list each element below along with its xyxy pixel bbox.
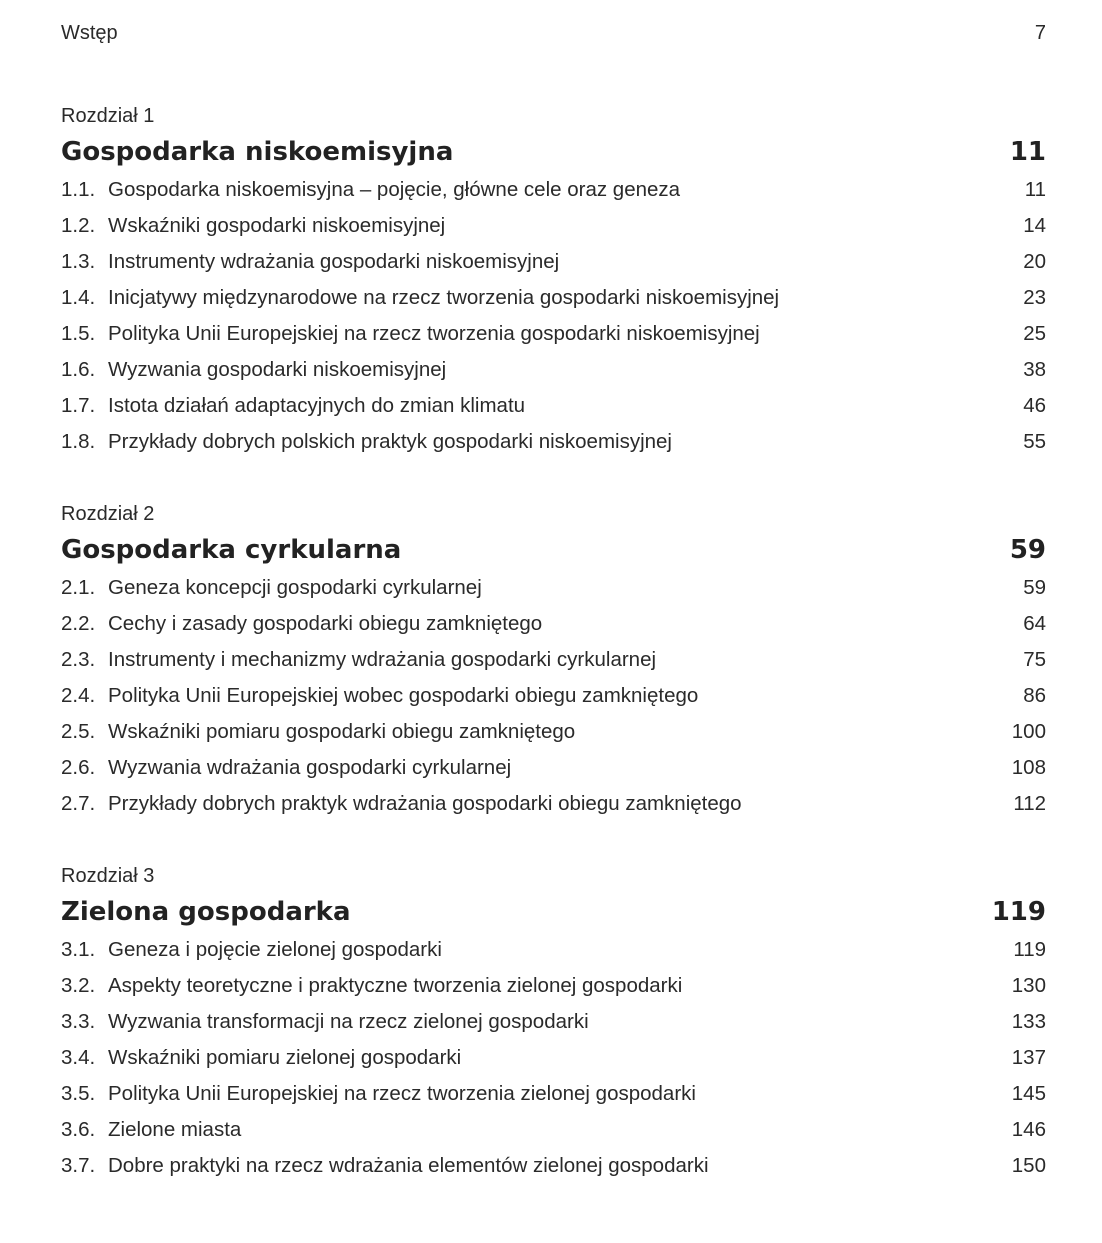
toc-section-entry xyxy=(61,750,1046,786)
section-page-number: 145 xyxy=(1011,1082,1046,1105)
section-title: Polityka Unii Europejskiej wobec gospodarki obiegu zamkniętego xyxy=(108,684,699,707)
chapters-list xyxy=(61,100,1046,1184)
toc-section-entry xyxy=(61,1004,1046,1040)
section-title: Gospodarka niskoemisyjna – pojęcie, główne cele oraz geneza xyxy=(108,178,681,201)
chapter-title-row xyxy=(61,132,1046,172)
section-title: Polityka Unii Europejskiej na rzecz tworzenia gospodarki niskoemisyjnej xyxy=(108,322,760,345)
section-title: Aspekty teoretyczne i praktyczne tworzenia zielonej gospodarki xyxy=(108,974,683,997)
section-page-number: 14 xyxy=(1023,214,1046,237)
chapter-label: Rozdział 1 xyxy=(61,105,155,127)
toc-section-entry xyxy=(61,316,1046,352)
section-page-number: 55 xyxy=(1023,430,1046,453)
section-text xyxy=(61,388,525,424)
section-title: Przykłady dobrych polskich praktyk gospodarki niskoemisyjnej xyxy=(108,430,672,453)
section-page-number: 130 xyxy=(1011,974,1046,997)
toc-section-entry xyxy=(61,1148,1046,1184)
section-title: Inicjatywy międzynarodowe na rzecz tworzenia gospodarki niskoemisyjnej xyxy=(108,286,780,309)
toc-section-entry xyxy=(61,244,1046,280)
section-title: Geneza koncepcji gospodarki cyrkularnej xyxy=(108,576,482,599)
section-number: 3.5. xyxy=(61,1082,96,1105)
section-text xyxy=(61,208,445,244)
section-number: 1.4. xyxy=(61,286,96,309)
section-text xyxy=(61,352,446,388)
section-number: 3.4. xyxy=(61,1046,96,1069)
section-text xyxy=(61,424,672,460)
section-page-number: 20 xyxy=(1023,250,1046,273)
section-page-number: 86 xyxy=(1023,684,1046,707)
chapter-page-number: 11 xyxy=(1009,137,1046,167)
section-number: 2.7. xyxy=(61,792,96,815)
chapter-page-number: 59 xyxy=(1009,535,1046,565)
section-text xyxy=(61,642,656,678)
section-page-number: 119 xyxy=(1013,938,1046,961)
section-page-number: 64 xyxy=(1023,612,1046,635)
section-title: Wyzwania gospodarki niskoemisyjnej xyxy=(108,358,447,381)
section-number: 1.3. xyxy=(61,250,96,273)
section-title: Wskaźniki pomiaru zielonej gospodarki xyxy=(108,1046,462,1069)
toc-section-entry xyxy=(61,786,1046,822)
section-number: 2.3. xyxy=(61,648,96,671)
toc-section-entry xyxy=(61,280,1046,316)
section-text xyxy=(61,932,442,968)
section-text xyxy=(61,244,559,280)
section-page-number: 46 xyxy=(1023,394,1046,417)
toc-chapter xyxy=(61,100,1046,460)
intro-page-number: 7 xyxy=(1034,22,1046,44)
chapter-title-row xyxy=(61,530,1046,570)
section-number: 2.6. xyxy=(61,756,96,779)
section-title: Cechy i zasady gospodarki obiegu zamkniętego xyxy=(108,612,543,635)
section-text xyxy=(61,1148,709,1184)
toc-section-entry xyxy=(61,678,1046,714)
section-text xyxy=(61,316,760,352)
section-page-number: 75 xyxy=(1023,648,1046,671)
section-text xyxy=(61,280,779,316)
section-page-number: 133 xyxy=(1011,1010,1046,1033)
toc-section-entry xyxy=(61,1112,1046,1148)
section-page-number: 137 xyxy=(1011,1046,1046,1069)
toc-section-entry xyxy=(61,388,1046,424)
section-number: 1.2. xyxy=(61,214,96,237)
section-title: Wskaźniki gospodarki niskoemisyjnej xyxy=(108,214,446,237)
section-text xyxy=(61,968,682,1004)
toc-section-entry xyxy=(61,932,1046,968)
toc-section-entry xyxy=(61,1040,1046,1076)
section-text xyxy=(61,172,680,208)
section-page-number: 11 xyxy=(1024,178,1046,201)
section-title: Polityka Unii Europejskiej na rzecz tworzenia zielonej gospodarki xyxy=(108,1082,696,1105)
section-number: 1.1. xyxy=(61,178,96,201)
toc-section-entry xyxy=(61,424,1046,460)
toc-section-entry xyxy=(61,968,1046,1004)
section-text xyxy=(61,570,482,606)
section-text xyxy=(61,678,698,714)
toc-section-entry xyxy=(61,208,1046,244)
section-number: 1.7. xyxy=(61,394,96,417)
section-title: Dobre praktyki na rzecz wdrażania elementów zielonej gospodarki xyxy=(108,1154,709,1177)
section-page-number: 112 xyxy=(1013,792,1046,815)
section-text xyxy=(61,786,742,822)
toc-section-entry xyxy=(61,642,1046,678)
section-title: Geneza i pojęcie zielonej gospodarki xyxy=(108,938,442,961)
section-page-number: 146 xyxy=(1011,1118,1046,1141)
section-text xyxy=(61,1004,589,1040)
toc-chapter xyxy=(61,498,1046,822)
section-title: Instrumenty i mechanizmy wdrażania gospodarki cyrkularnej xyxy=(108,648,657,671)
toc-chapter xyxy=(61,860,1046,1184)
section-text xyxy=(61,714,575,750)
toc-section-entry xyxy=(61,172,1046,208)
section-title: Przykłady dobrych praktyk wdrażania gospodarki obiegu zamkniętego xyxy=(108,792,742,815)
section-number: 3.6. xyxy=(61,1118,96,1141)
section-number: 2.1. xyxy=(61,576,96,599)
section-title: Istota działań adaptacyjnych do zmian klimatu xyxy=(108,394,526,417)
section-number: 2.5. xyxy=(61,720,96,743)
section-text xyxy=(61,750,511,786)
chapter-title: Gospodarka niskoemisyjna xyxy=(61,137,454,167)
section-text xyxy=(61,1076,696,1112)
section-page-number: 100 xyxy=(1011,720,1046,743)
toc-section-entry xyxy=(61,606,1046,642)
chapter-label: Rozdział 2 xyxy=(61,503,155,525)
toc-section-entry xyxy=(61,1076,1046,1112)
section-title: Zielone miasta xyxy=(108,1118,242,1141)
table-of-contents xyxy=(61,22,1046,1184)
section-page-number: 108 xyxy=(1011,756,1046,779)
section-number: 3.2. xyxy=(61,974,96,997)
section-number: 2.4. xyxy=(61,684,96,707)
toc-section-entry xyxy=(61,352,1046,388)
section-number: 1.8. xyxy=(61,430,96,453)
section-page-number: 25 xyxy=(1023,322,1046,345)
section-number: 3.1. xyxy=(61,938,96,961)
toc-intro-entry xyxy=(61,22,1046,62)
section-number: 1.6. xyxy=(61,358,96,381)
section-title: Wyzwania wdrażania gospodarki cyrkularnej xyxy=(108,756,512,779)
section-text xyxy=(61,606,542,642)
section-page-number: 23 xyxy=(1023,286,1046,309)
section-text xyxy=(61,1112,241,1148)
chapter-title: Gospodarka cyrkularna xyxy=(61,535,402,565)
section-page-number: 38 xyxy=(1023,358,1046,381)
chapter-title: Zielona gospodarka xyxy=(61,897,351,927)
intro-title: Wstęp xyxy=(61,22,118,44)
section-number: 1.5. xyxy=(61,322,96,345)
section-text xyxy=(61,1040,461,1076)
chapter-page-number: 119 xyxy=(991,897,1046,927)
chapter-title-row xyxy=(61,892,1046,932)
toc-section-entry xyxy=(61,714,1046,750)
section-title: Wskaźniki pomiaru gospodarki obiegu zamkniętego xyxy=(108,720,576,743)
section-title: Instrumenty wdrażania gospodarki niskoemisyjnej xyxy=(108,250,560,273)
section-number: 2.2. xyxy=(61,612,96,635)
section-page-number: 59 xyxy=(1023,576,1046,599)
section-title: Wyzwania transformacji na rzecz zielonej gospodarki xyxy=(108,1010,589,1033)
chapter-label: Rozdział 3 xyxy=(61,865,155,887)
section-page-number: 150 xyxy=(1011,1154,1046,1177)
toc-section-entry xyxy=(61,570,1046,606)
section-number: 3.7. xyxy=(61,1154,96,1177)
section-number: 3.3. xyxy=(61,1010,96,1033)
